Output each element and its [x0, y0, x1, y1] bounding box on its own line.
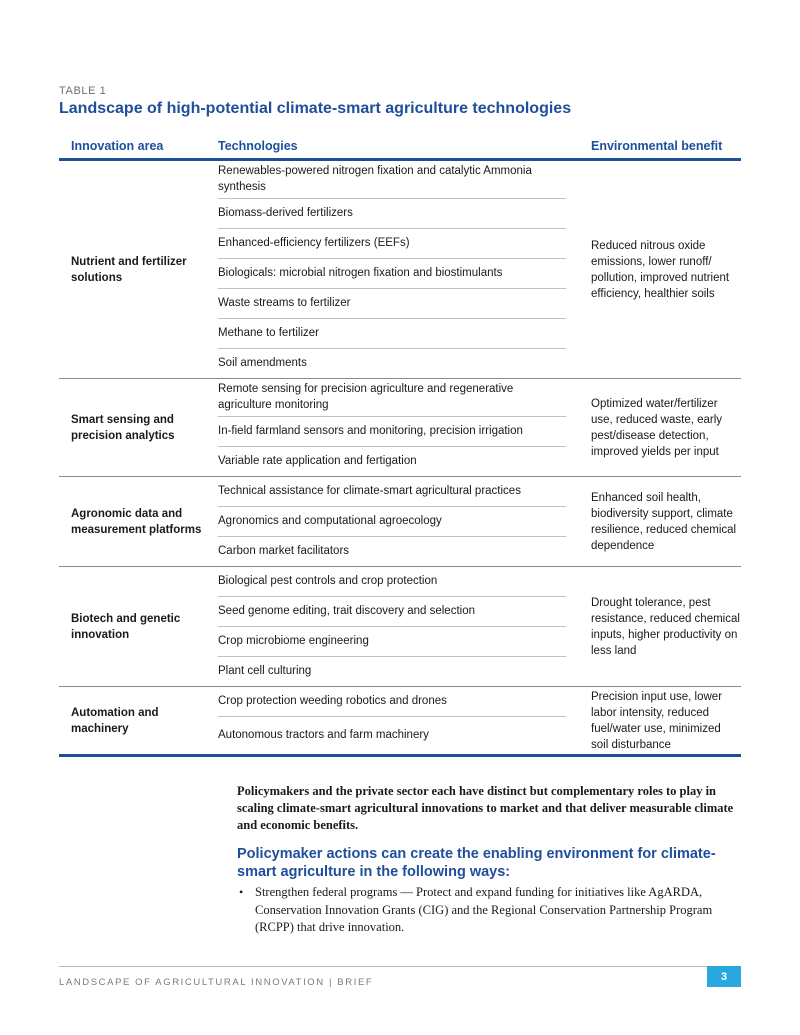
innovation-area-cell: Agronomic data and measurement platforms	[71, 507, 202, 536]
environmental-benefit-cell: Precision input use, lower labor intensity, reduced fuel/water use, minimized soil disturbance	[591, 690, 723, 751]
table-group-agronomic-data	[59, 477, 741, 567]
table-group-automation	[59, 687, 741, 757]
technologies-cell	[207, 687, 580, 754]
environmental-benefit-cell: Drought tolerance, pest resistance, reduced chemical inputs, higher productivity on less land	[591, 596, 740, 657]
technologies-cell	[207, 567, 580, 686]
table-title: Landscape of high-potential climate-smart agriculture technologies	[59, 100, 572, 117]
innovation-area-cell: Nutrient and fertilizer solutions	[71, 255, 187, 284]
technology-table	[59, 139, 741, 757]
table-header	[59, 139, 741, 161]
technology-item: Renewables-powered nitrogen fixation and catalytic Ammonia synthesis	[218, 161, 566, 199]
technologies-cell	[207, 379, 580, 476]
technology-item: Soil amendments	[218, 356, 307, 369]
technology-item: Carbon market facilitators	[218, 544, 350, 557]
technology-item: Crop microbiome engineering	[218, 627, 566, 657]
technology-item: Biological pest controls and crop protection	[218, 567, 566, 597]
technology-item: Methane to fertilizer	[218, 319, 566, 349]
header-technologies: Technologies	[218, 139, 298, 153]
bullet-item	[237, 884, 747, 937]
innovation-area-cell: Automation and machinery	[71, 706, 159, 735]
technology-item: Autonomous tractors and farm machinery	[218, 728, 429, 741]
technologies-cell	[207, 161, 580, 378]
environmental-benefit-cell: Enhanced soil health, biodiversity support, climate resilience, reduced chemical dependence	[591, 491, 737, 552]
environmental-benefit-cell: Reduced nitrous oxide emissions, lower runoff/ pollution, improved nutrient efficiency, healthier soils	[591, 239, 730, 300]
header-innovation-area: Innovation area	[71, 139, 164, 153]
page-number: 3	[707, 966, 741, 987]
footer-divider	[59, 966, 741, 967]
table-label: TABLE 1	[59, 85, 107, 97]
technology-item: Crop protection weeding robotics and drones	[218, 687, 566, 717]
table-group-biotech	[59, 567, 741, 687]
bullet-list	[237, 884, 747, 937]
section-subhead: Policymaker actions can create the enabling environment for climate-smart agriculture in the following ways:	[237, 846, 716, 880]
technology-item: Biologicals: microbial nitrogen fixation and biostimulants	[218, 259, 566, 289]
technology-item: Variable rate application and fertigation	[218, 454, 417, 467]
table-group-smart-sensing	[59, 379, 741, 477]
innovation-area-cell: Smart sensing and precision analytics	[71, 413, 175, 442]
footer-text: LANDSCAPE OF AGRICULTURAL INNOVATION | BRIEF	[59, 977, 374, 988]
technology-item: Waste streams to fertilizer	[218, 289, 566, 319]
innovation-area-cell: Biotech and genetic innovation	[71, 612, 181, 641]
technology-item: Technical assistance for climate-smart agricultural practices	[218, 477, 566, 507]
table-group-nutrient-fertilizer	[59, 161, 741, 379]
technology-item: Plant cell culturing	[218, 664, 312, 677]
bullet-text: Strengthen federal programs — Protect and expand funding for initiatives like AgARDA, Conservation Innovation Grants (CIG) and the Regional Conservation Partnership Program (RCPP) that drive innovation.	[255, 885, 713, 934]
technology-item: Seed genome editing, trait discovery and selection	[218, 597, 566, 627]
technology-item: Enhanced-efficiency fertilizers (EEFs)	[218, 229, 566, 259]
intro-paragraph: Policymakers and the private sector each have distinct but complementary roles to play in scaling climate-smart agricultural innovations to market and that deliver measurable climate and economic benefits.	[237, 784, 734, 832]
environmental-benefit-cell: Optimized water/fertilizer use, reduced waste, early pest/disease detection, improved yields per input	[591, 397, 723, 458]
technology-item: Agronomics and computational agroecology	[218, 507, 566, 537]
bullet-icon: •	[239, 885, 244, 899]
technology-item: Biomass-derived fertilizers	[218, 199, 566, 229]
technology-item: Remote sensing for precision agriculture and regenerative agriculture monitoring	[218, 379, 566, 417]
technology-item: In-field farmland sensors and monitoring, precision irrigation	[218, 417, 566, 447]
header-environmental-benefit: Environmental benefit	[591, 139, 723, 153]
technologies-cell	[207, 477, 580, 566]
